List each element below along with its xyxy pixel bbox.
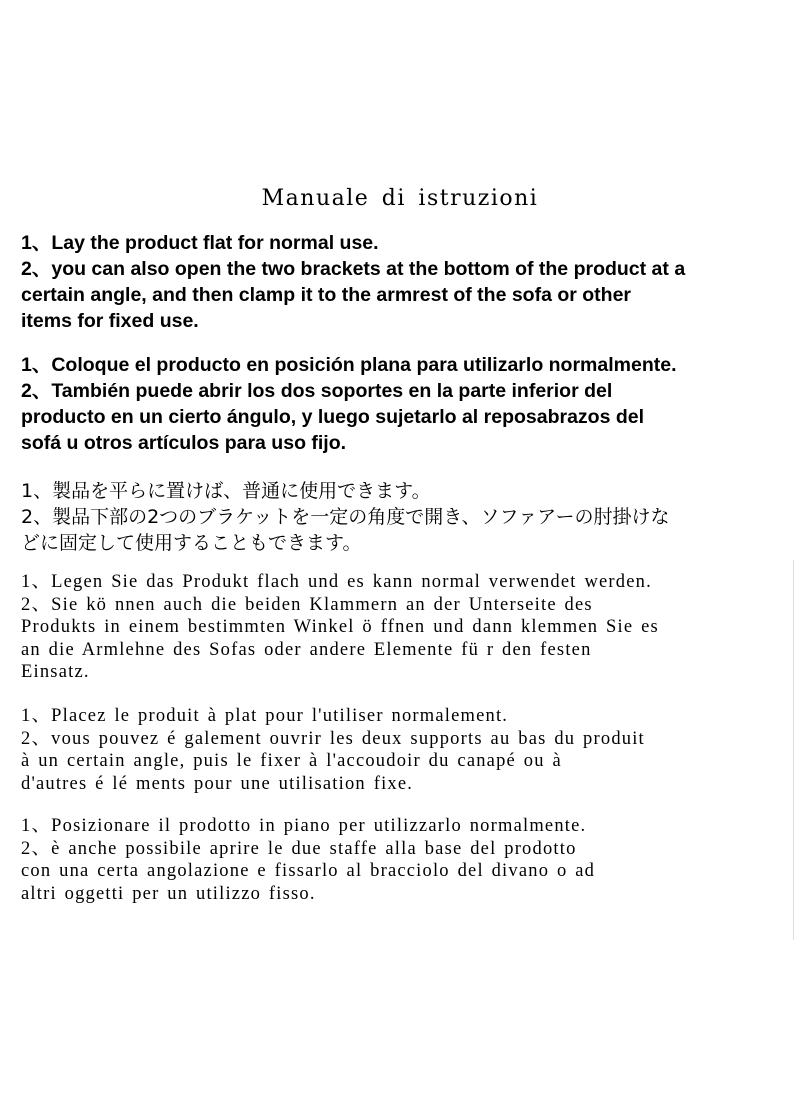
italian-line-3: con una certa angolazione e fissarlo al bracciolo del divano o ad bbox=[21, 861, 596, 881]
japanese-section bbox=[21, 478, 781, 556]
german-line-1: 1、Legen Sie das Produkt flach und es kann normal verwendet werden. bbox=[21, 572, 652, 592]
japanese-line-3: どに固定して使用することもできます。 bbox=[21, 532, 362, 554]
manual-title: Manuale di istruzioni bbox=[261, 186, 539, 211]
french-line-3: à un certain angle, puis le fixer à l'accoudoir du canapé ou à bbox=[21, 751, 562, 771]
page-edge-line bbox=[793, 560, 794, 940]
english-line-1: 1、Lay the product flat for normal use. bbox=[21, 232, 379, 254]
italian-line-1: 1、Posizionare il prodotto in piano per utilizzarlo normalmente. bbox=[21, 816, 587, 836]
spanish-section bbox=[21, 352, 781, 456]
spanish-line-2: 2、También puede abrir los dos soportes en la parte inferior del bbox=[21, 380, 613, 402]
italian-line-4: altri oggetti per un utilizzo fisso. bbox=[21, 883, 316, 904]
french-line-2: 2、vous pouvez é galement ouvrir les deux supports au bas du produit bbox=[21, 728, 645, 749]
spanish-line-1: 1、Coloque el producto en posición plana para utilizarlo normalmente. bbox=[21, 354, 677, 376]
italian-section bbox=[21, 815, 781, 905]
english-line-3: certain angle, and then clamp it to the armrest of the sofa or other bbox=[21, 284, 632, 306]
french-line-1: 1、Placez le produit à plat pour l'utiliser normalement. bbox=[21, 706, 509, 726]
english-line-4: items for fixed use. bbox=[21, 310, 199, 332]
french-line-4: d'autres é lé ments pour une utilisation fixe. bbox=[21, 773, 414, 794]
japanese-line-2: 2、製品下部の2つのブラケットを一定の角度で開き、ソファアーの肘掛けな bbox=[21, 506, 670, 528]
italian-line-2: 2、è anche possibile aprire le due staffe alla base del prodotto bbox=[21, 838, 577, 859]
german-line-4: an die Armlehne des Sofas oder andere Elemente fü r den festen bbox=[21, 639, 592, 660]
german-line-5: Einsatz. bbox=[21, 662, 90, 682]
german-line-3: Produkts in einem bestimmten Winkel ö ffnen und dann klemmen Sie es bbox=[21, 617, 659, 637]
german-section bbox=[21, 571, 781, 684]
english-section bbox=[21, 230, 781, 334]
english-line-2: 2、you can also open the two brackets at the bottom of the product at a bbox=[21, 258, 686, 280]
german-line-2: 2、Sie kö nnen auch die beiden Klammern an der Unterseite des bbox=[21, 594, 593, 615]
spanish-line-4: sofá u otros artículos para uso fijo. bbox=[21, 432, 347, 454]
spanish-line-3: producto en un cierto ángulo, y luego sujetarlo al reposabrazos del bbox=[21, 406, 645, 428]
japanese-line-1: 1、製品を平らに置けば、普通に使用できます。 bbox=[21, 480, 431, 502]
french-section bbox=[21, 705, 781, 795]
